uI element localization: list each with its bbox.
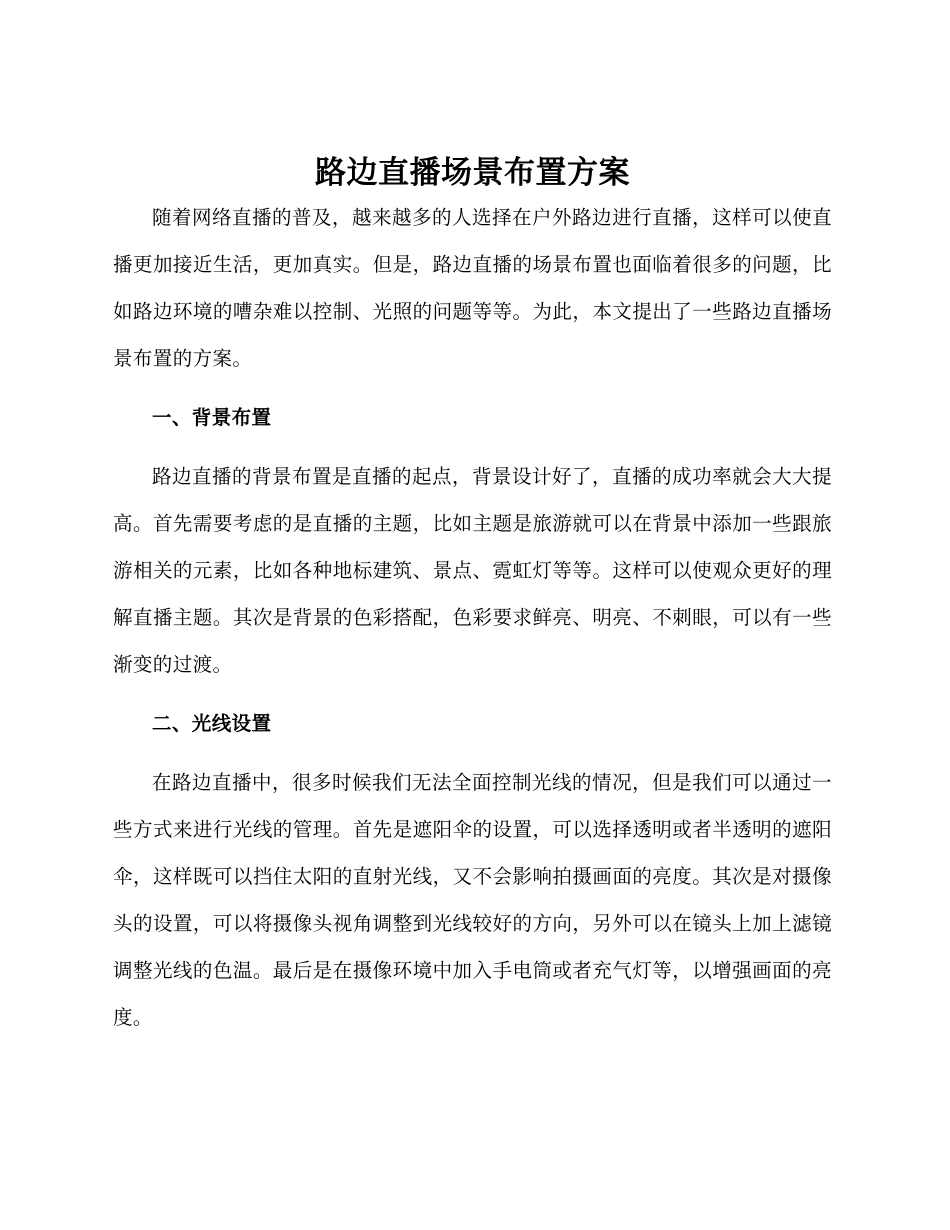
section-body-background: 路边直播的背景布置是直播的起点，背景设计好了，直播的成功率就会大大提高。首先需要考虑的是直播的主题，比如主题是旅游就可以在背景中添加一些跟旅游相关的元素，比如各种地标建筑、景点、霓虹灯等等。这样可以使观众更好的理解直播主题。其次是背景的色彩搭配，色彩要求鲜亮、明亮、不刺眼，可以有一些渐变的过渡。	[113, 465, 832, 676]
section-gap	[113, 382, 832, 394]
section-gap	[113, 747, 832, 759]
section-heading-lighting: 二、光线设置	[152, 712, 272, 735]
section-body-lighting: 在路边直播中，很多时候我们无法全面控制光线的情况，但是我们可以通过一些方式来进行光线的管理。首先是遮阳伞的设置，可以选择透明或者半透明的遮阳伞，这样既可以挡住太阳的直射光线，又不会影响拍摄画面的亮度。其次是对摄像头的设置，可以将摄像头视角调整到光线较好的方向，另外可以在镜头上加上滤镜调整光线的色温。最后是在摄像环境中加入手电筒或者充气灯等，以增强画面的亮度。	[113, 771, 832, 1029]
section-heading-background: 一、背景布置	[152, 406, 272, 429]
intro-paragraph: 随着网络直播的普及，越来越多的人选择在户外路边进行直播，这样可以使直播更加接近生活，更加真实。但是，路边直播的场景布置也面临着很多的问题，比如路边环境的嘈杂难以控制、光照的问题等等。为此，本文提出了一些路边直播场景布置的方案。	[113, 206, 832, 370]
document-title: 路边直播场景布置方案	[315, 155, 630, 191]
section-gap	[113, 688, 832, 700]
section-gap	[113, 441, 832, 453]
